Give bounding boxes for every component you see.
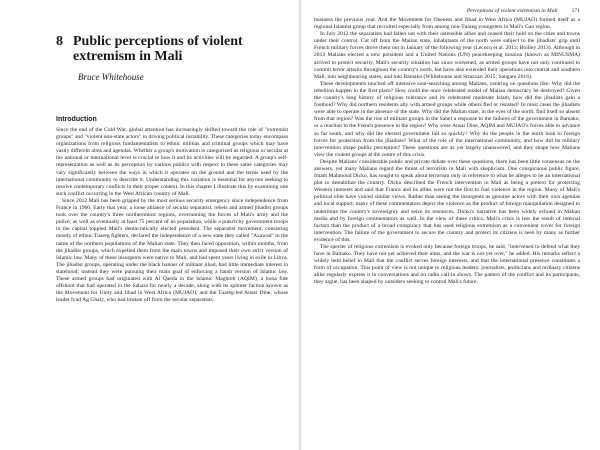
chapter-author: Bruce Whitehouse [78,72,144,82]
body-paragraph: The specter of religious extremism is evoked only because foreign troops, he said, "intervened to defend what they have in Bamako. They have not yet achieved their aims, and the war is not yet over," he added. His remarks reflect a widely held belief in Mali that the conflict serves foreign interests, and that the international presence constitutes a form of occupation. This point of view is not unique to religious leaders: journalists, politicians and ordinary citizens alike regularly express it in conversations and on radio call-in shows. The pattern of the conflict and its participants, they argue, has been shaped by outsiders seeking to control Mali's future. [314,244,580,286]
body-paragraph: business the previous year. And the Movement for Oneness and Jihad in West Africa (MUJAO) formed itself as a regional Islamist group that recruited especially from among non-Tuareg youngsters in Mali's Gao region. [314,17,580,31]
body-paragraph: These developments touched off intensive soul-searching among Malians, centring on questions like: Why did the rebellion happen in the first place? How could the once celebrated model of Malian democracy be destroyed? Given the country's long history of religious tolerance and its celebrated moderate Islam, how did the jihadists gain a foothold? Why did northern residents ally with armed groups while others fled or resisted? In most cases the jihadists were able to operate in the absence of the state. Why did the Malian state, in the eyes of the north, find itself so absent from that region? Was the rise of militant groups in the Sahel a response to the failures of the government in Bamako, or a reaction to the French presence in the region? Why were Ansar Dine, AQIM and MUJAO's forces able to advance so far south, and why did the elected government fall so quickly? Why do the people in the north look to foreign forces for protection from the jihadists? What of the role of the international community, and how did its military intervention shape public perception? These questions are as yet largely unanswered, and they shape how Malians view the violent groups at the centre of this crisis. [314,80,580,158]
chapter-title: Public perceptions of violent extremism in Mali [73,34,243,64]
page-number: 171 [571,8,580,14]
body-paragraph: Despite Malians' considerable public and private debate over these questions, there has been little consensus on the answers, yet many Malians regard the threat of terrorism in Mali with skepticism. One conspicuous public figure, Imam Mahmoud Dicko, has sought to speak about terrorism only in reference to what he alleges to be an international plot to destabilize the country. Dicko described the French intervention in Mali as being a pretext for protecting Western interests and said that France and its allies were not the first to fuel violence in the region. Many of Mali's political elite have voiced similar views. Rather than seeing the insurgents as genuine actors with their own agendas and local support, many of these commentators depict the violence as the product of foreign manipulation designed to undermine the country's sovereignty and seize its resources. Dicko's narrative has been widely echoed in Malian media and by foreign commentators as well. In the view of these critics, Mali's crisis is less the result of internal factors than the product of a broad conspiracy that has used religious extremism as a convenient cover for foreign intervention. The failure of the government to secure the country and protect its citizens is seen by many as further evidence of this. [314,158,580,243]
body-paragraph: In July 2012 the separatists had fallen out with their ostensible allies and ceased their hold on the cities and towns under their control. Cut off from the Malian state, inhabitants of the north were subject to the jihadists' grip until French military forces drove them out in January of the following year (Lecocq et al. 2013; Boilley 2013). Although in 2013 Malians elected a new president and a United Nations (UN) peacekeeping mission (known as MINUSMA) arrived to protect security, Mali's security situation has since worsened, as armed groups have not only continued to commit terror attacks throughout the country's north, but have also extended their operations into central and southern Mali, into neighbouring states, and into Bamako (Whitehouse and Strazzari 2015; Sangare 2016). [314,31,580,80]
right-page [300,0,600,450]
body-paragraph: Since the end of the Cold War, global attention has increasingly shifted toward the role of "extremist groups" and "violent non-state actors" in driving political instability. These categories today encompass organizations from religious fundamentalists to ethnic militias and criminal groups which may have vastly different aims and agendas. Whether a group's motivation is categorized as religious or secular at the national or international level is crucial to how it and its activities will be regarded. A group's self-representation as well as its perception by various publics with respect to these same categories may vary significantly between the ways in which it operates on the ground and the terms used by the international community to describe it. Understanding this variation is essential for anyone seeking to resolve contemporary conflicts in their proper context. In this chapter I illustrate this by examining one such conflict occurring in the West African country of Mali. [56,127,288,197]
chapter-heading [56,34,288,64]
running-head-title: Perceptions of violent extremism in Mali [466,8,558,14]
running-head [314,8,580,14]
body-paragraph: Since 2012 Mali has been gripped by the most serious security emergency since independence from France in 1960. Early that year, a loose alliance of secular separatist, rebels and armed jihadist groups took over the country's three northernmost regions, overrunning the forces of Mali's army and the police, as well as eventually at least 75 percent of its population, while a putsch by government troops in the capital toppled Mali's democratically elected president. The separatist movement, consisting mostly of ethnic Tuareg fighters, declared the independence of a new state they called "Azawad" in the name of the northern populations of the Malian state. They then faced opposition, within months, from the jihadist groups, which expelled them from the main towns and imposed their own strict version of Islamic law. Many of these insurgents were native to Mali, and had spent years living in exile in Libya. The jihadist groups, operating under the black banner of militant jihad, had little immediate interest in statehood; instead they were pursuing their main goal of enforcing a harsh version of Islamic law. These armed groups had originated with Al Qaeda in the Islamic Maghreb (AQIM), a bona fide offshoot that had operated in the Sahara for nearly a decade, along with its splinter faction known as the Movement for Unity and Jihad in West Africa (MUJAO), and the Tuareg-led Ansar Dine, whose leader Iyad Ag Ghaly, who had broken off from the secular separatists. [56,197,288,304]
section-heading: Introduction [56,116,97,123]
chapter-number: 8 [56,34,63,49]
